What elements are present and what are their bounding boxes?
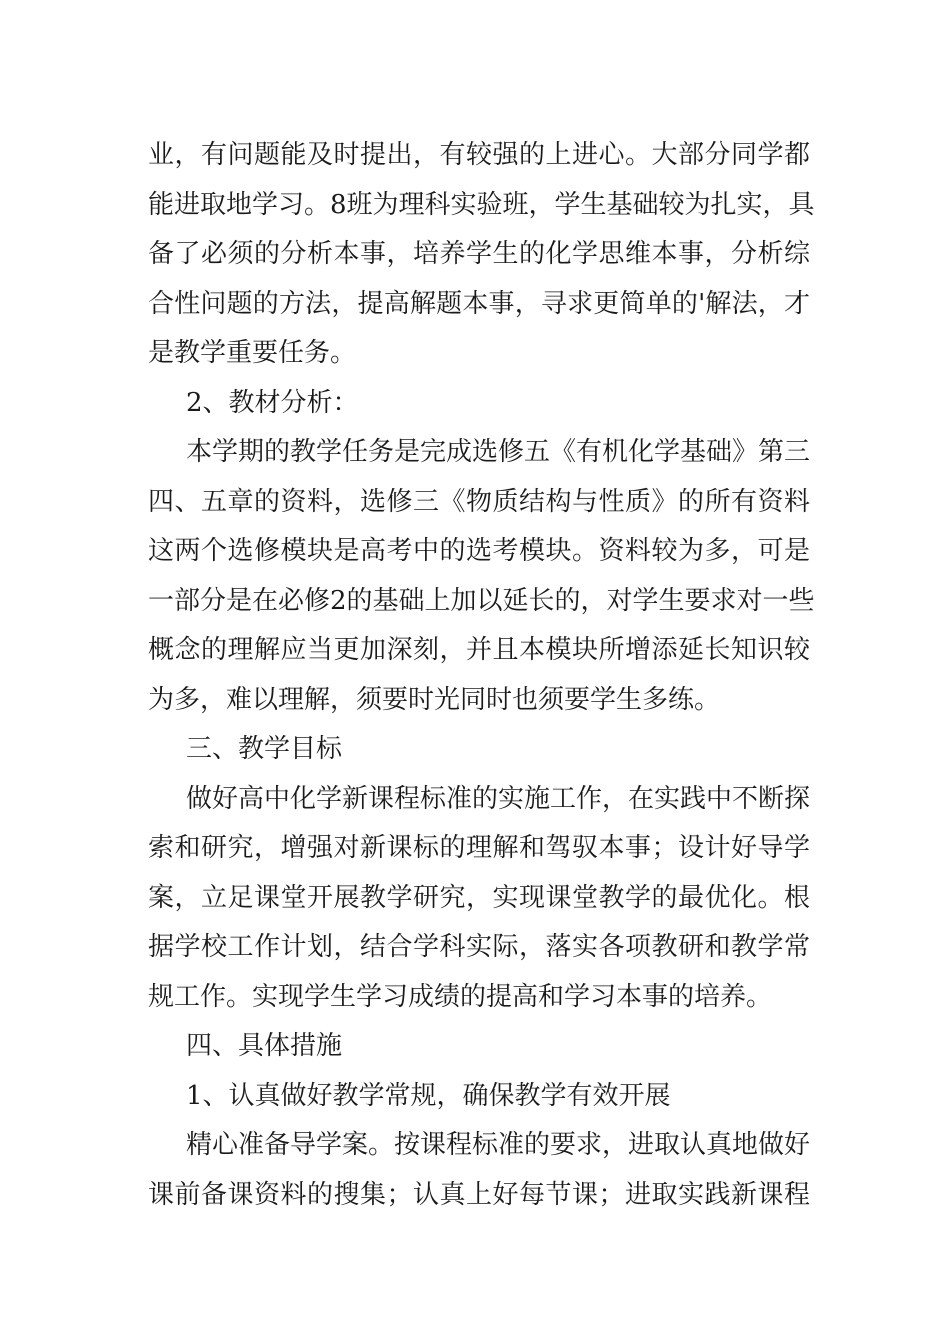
text-line: 精心准备导学案。按课程标准的要求，进取认真地做好 — [186, 1130, 811, 1160]
subsection-heading: 1、认真做好教学常规，确保教学有效开展 — [186, 1080, 671, 1111]
text-line: 能进取地学习。8班为理科实验班，学生基础较为扎实，具 — [148, 189, 815, 220]
text-line: 合性问题的方法，提高解题本事，寻求更简单的'解法，才 — [148, 288, 810, 319]
text-line: 做好高中化学新课程标准的实施工作，在实践中不断探 — [186, 783, 811, 814]
text-line: 规工作。实现学生学习成绩的提高和学习本事的培养。 — [148, 981, 773, 1012]
document-body — [148, 131, 815, 1220]
text-line: 备了必须的分析本事，培养学生的化学思维本事，分析综 — [148, 239, 810, 269]
text-line: 这两个选修模块是高考中的选考模块。资料较为多，可是 — [148, 536, 810, 566]
section-heading: 四、具体措施 — [186, 1031, 343, 1061]
text-line: 为多，难以理解，须要时光同时也须要学生多练。 — [148, 684, 721, 715]
text-line: 索和研究，增强对新课标的理解和驾驭本事；设计好导学 — [148, 833, 810, 863]
text-line: 四、五章的资料，选修三《物质结构与性质》的所有资料 — [148, 486, 810, 517]
section-heading: 三、教学目标 — [186, 734, 343, 764]
text-line: 课前备课资料的搜集；认真上好每节课；进取实践新课程 — [148, 1179, 810, 1210]
text-line: 业，有问题能及时提出，有较强的上进心。大部分同学都 — [148, 140, 810, 170]
text-line: 案，立足课堂开展教学研究，实现课堂教学的最优化。根 — [148, 882, 810, 913]
text-line: 是教学重要任务。 — [148, 338, 357, 368]
text-line: 概念的理解应当更加深刻，并且本模块所增添延长知识较 — [148, 635, 810, 665]
text-line: 一部分是在必修2的基础上加以延长的，对学生要求对一些 — [148, 585, 815, 616]
text-line: 据学校工作计划，结合学科实际，落实各项教研和教学常 — [148, 932, 810, 962]
text-line: 本学期的教学任务是完成选修五《有机化学基础》第三 — [186, 437, 811, 467]
section-heading: 2、教材分析： — [186, 387, 359, 418]
